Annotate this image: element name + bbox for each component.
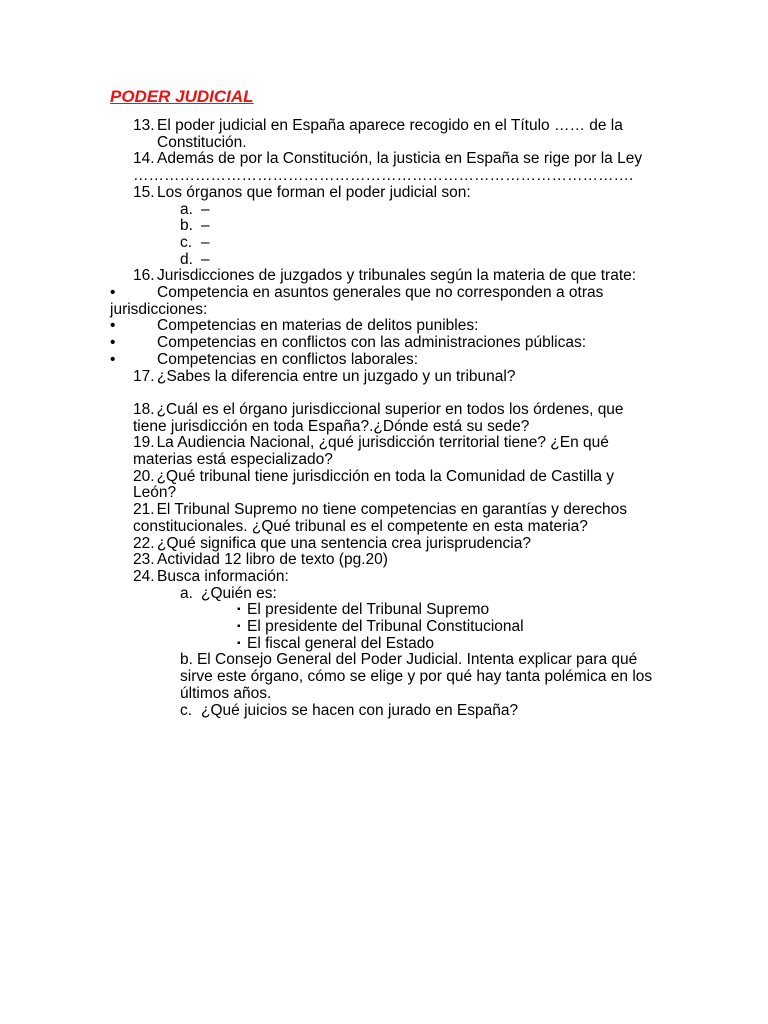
square-bullet-icon: ▪ <box>237 637 241 649</box>
question-number: 20. <box>133 467 155 485</box>
question-15 <box>0 185 768 202</box>
question-text: ¿Qué significa que una sentencia crea jurisprudencia? <box>157 534 531 552</box>
question-18 <box>0 402 768 435</box>
item-letter: c. <box>180 233 193 251</box>
question-13 <box>0 118 768 151</box>
item-text: – <box>201 200 210 218</box>
page-title: PODER JUDICIAL <box>110 87 254 106</box>
list-item <box>0 652 768 702</box>
question-number: 22. <box>133 534 155 552</box>
question-24 <box>0 569 768 586</box>
bullet-icon: • <box>110 317 116 335</box>
question-number: 16. <box>133 267 155 285</box>
item-text: El Consejo General del Poder Judicial. Intenta explicar para qué sirve este órgano, cómo se elige y por qué hay tanta polémica en los últimos años. <box>180 651 653 702</box>
item-text: – <box>201 250 210 268</box>
sub-list-item <box>0 619 768 636</box>
question-text: ¿Qué tribunal tiene jurisdicción en toda la Comunidad de Castilla y León? <box>133 467 615 502</box>
question-text: Jurisdicciones de juzgados y tribunales según la materia de que trate: <box>157 267 637 285</box>
question-21 <box>0 502 768 535</box>
item-letter: b. <box>180 651 193 669</box>
question-19 <box>0 435 768 468</box>
item-letter: b. <box>180 217 193 235</box>
bullet-icon: • <box>110 284 116 302</box>
sub-list-item <box>0 602 768 619</box>
sub-item-text: El presidente del Tribunal Constitucional <box>247 618 524 636</box>
item-letter: d. <box>180 250 193 268</box>
list-item <box>0 235 768 252</box>
question-number: 17. <box>133 367 155 385</box>
item-letter: c. <box>180 701 193 719</box>
square-bullet-icon: ▪ <box>237 604 241 616</box>
question-number: 24. <box>133 567 155 585</box>
bullet-text: Competencias en conflictos con las administraciones públicas: <box>157 334 587 352</box>
bullet-text: Competencias en conflictos laborales: <box>157 350 419 368</box>
sub-list-item <box>0 636 768 653</box>
question-16 <box>0 268 768 285</box>
question-number: 21. <box>133 501 155 519</box>
bullet-item <box>0 335 768 352</box>
list-item <box>0 586 768 603</box>
question-number: 19. <box>133 434 155 452</box>
list-item <box>0 252 768 269</box>
bullet-item <box>0 352 768 369</box>
bullet-icon: • <box>110 334 116 352</box>
item-text: – <box>201 217 210 235</box>
question-text: ¿Cuál es el órgano jurisdiccional superior en todos los órdenes, que tiene jurisdicción en toda España?.¿Dónde está su sede? <box>133 400 624 435</box>
question-20 <box>0 469 768 502</box>
bullet-item <box>0 285 768 302</box>
question-text: ¿Sabes la diferencia entre un juzgado y un tribunal? <box>157 367 516 385</box>
sub-item-text: El presidente del Tribunal Supremo <box>247 601 490 619</box>
question-14 <box>0 151 768 184</box>
question-23 <box>0 552 768 569</box>
list-item <box>0 218 768 235</box>
question-text: Además de por la Constitución, la justicia en España se rige por la Ley ……………………………………………………………………………………. <box>133 150 643 185</box>
question-text: La Audiencia Nacional, ¿qué jurisdicción territorial tiene? ¿En qué materias está especializado? <box>133 434 609 469</box>
bullet-continuation <box>0 302 768 319</box>
question-text: El poder judicial en España aparece recogido en el Título …… de la Constitución. <box>157 117 623 151</box>
bullet-item <box>0 318 768 335</box>
square-bullet-icon: ▪ <box>237 621 241 633</box>
sub-item-text: El fiscal general del Estado <box>247 634 434 652</box>
list-item <box>0 202 768 219</box>
question-22 <box>0 536 768 553</box>
bullet-text: Competencia en asuntos generales que no corresponden a otras <box>157 284 604 302</box>
question-number: 23. <box>133 551 155 569</box>
spacer <box>0 385 768 402</box>
question-text: El Tribunal Supremo no tiene competencias en garantías y derechos constitucionales. ¿Qué tribunal es el competente en esta materia? <box>133 501 628 535</box>
item-text: ¿Qué juicios se hacen con jurado en España? <box>201 701 519 719</box>
list-item <box>0 703 768 720</box>
bullet-icon: • <box>110 350 116 368</box>
question-17 <box>0 369 768 386</box>
question-list <box>0 118 768 719</box>
question-number: 13. <box>133 117 155 134</box>
question-number: 18. <box>133 400 155 418</box>
question-number: 14. <box>133 150 155 168</box>
item-text: ¿Quién es: <box>201 584 277 602</box>
item-letter: a. <box>180 584 193 602</box>
question-text: Actividad 12 libro de texto (pg.20) <box>157 551 388 569</box>
bullet-text: Competencias en materias de delitos punibles: <box>157 317 479 335</box>
bullet-text: jurisdicciones: <box>110 300 208 318</box>
question-text: Busca información: <box>157 567 289 585</box>
question-number: 15. <box>133 183 155 201</box>
item-letter: a. <box>180 200 193 218</box>
item-text: – <box>201 233 210 251</box>
question-text: Los órganos que forman el poder judicial son: <box>157 183 471 201</box>
